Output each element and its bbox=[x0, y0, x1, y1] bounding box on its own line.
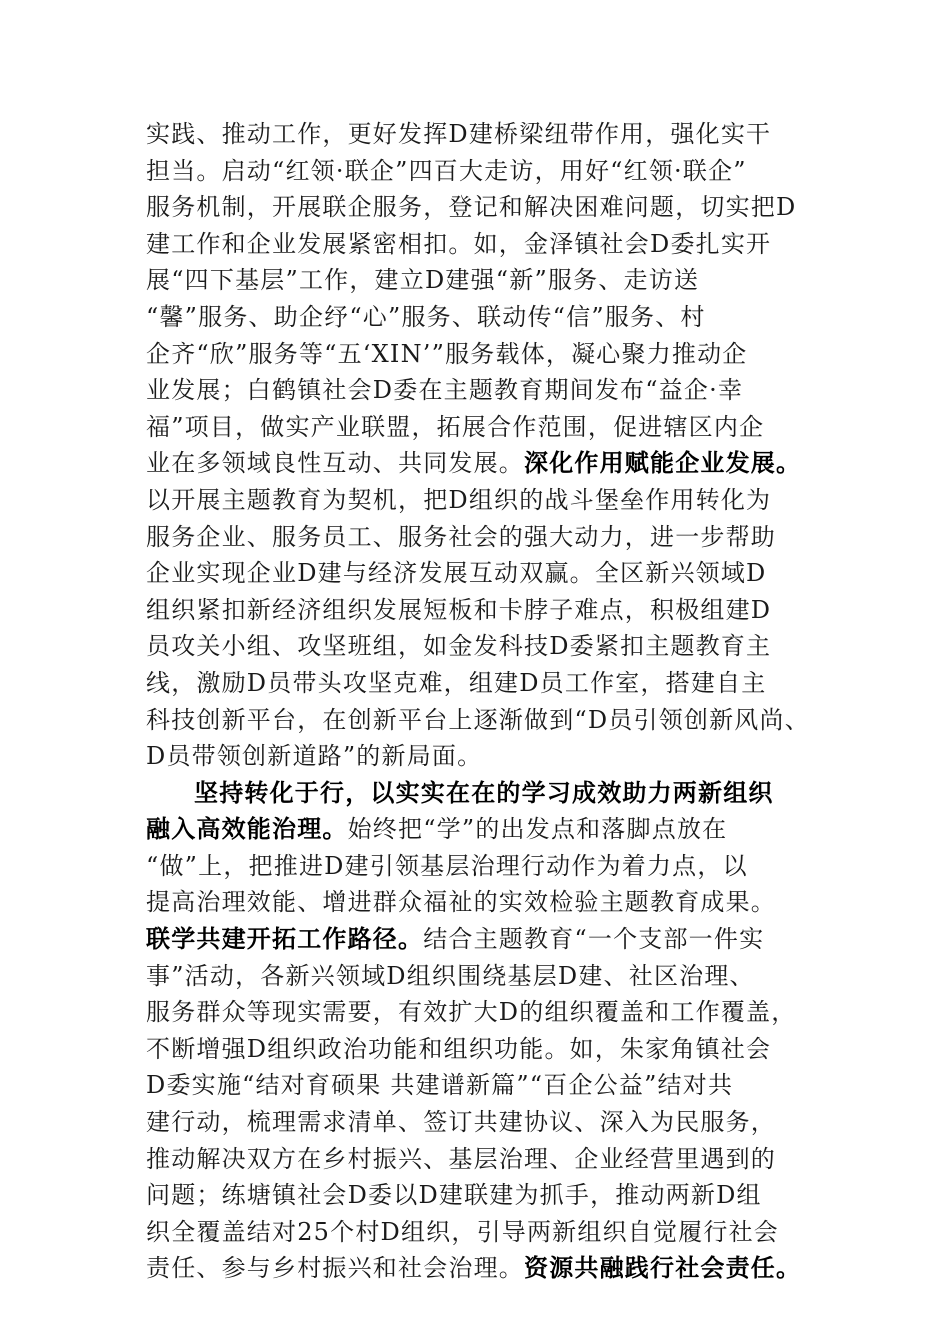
text-line bbox=[146, 372, 836, 409]
document-body bbox=[146, 116, 836, 1287]
text-line bbox=[146, 336, 836, 373]
text-line bbox=[146, 1031, 836, 1068]
body-text: “馨”服务、助企纾“心”服务、联动传“信”服务、村 bbox=[146, 302, 706, 331]
body-text: 业发展；白鹤镇社会D委在主题教育期间发布“益企·幸 bbox=[146, 376, 744, 405]
text-line bbox=[146, 555, 836, 592]
body-text: 事”活动，各新兴领域D组织围绕基层D建、社区治理、 bbox=[146, 961, 755, 990]
body-text: 服务群众等现实需要，有效扩大D的组织覆盖和工作覆盖， bbox=[146, 998, 797, 1027]
text-line bbox=[146, 445, 836, 482]
text-line bbox=[146, 116, 836, 153]
body-text: 业在多领域良性互动、共同发展。 bbox=[146, 449, 524, 478]
body-text: 建工作和企业发展紧密相扣。如，金泽镇社会D委扎实开 bbox=[146, 229, 772, 258]
body-text: 担当。启动“红领·联企”四百大走访，用好“红领·联企” bbox=[146, 156, 747, 185]
text-line bbox=[146, 1067, 836, 1104]
text-line bbox=[146, 299, 836, 336]
bold-heading-text: 深化作用赋能企业发展。 bbox=[524, 448, 802, 478]
text-line bbox=[146, 848, 836, 885]
body-text: 提高治理效能、增进群众福祉的实效检验主题教育成果。 bbox=[146, 888, 776, 917]
body-text: 织全覆盖结对25个村D组织，引导两新组织自觉履行社会 bbox=[146, 1217, 779, 1246]
text-line bbox=[146, 262, 836, 299]
text-line bbox=[146, 482, 836, 519]
body-text: 企齐“欣”服务等“五‘XIN’”服务载体，凝心聚力推动企 bbox=[146, 339, 748, 368]
body-text: D员带领创新道路”的新局面。 bbox=[146, 742, 483, 771]
text-line bbox=[146, 702, 836, 739]
body-text: 推动解决双方在乡村振兴、基层治理、企业经营里遇到的 bbox=[146, 1144, 776, 1173]
text-line bbox=[146, 738, 836, 775]
body-text: 不断增强D组织政治功能和组织功能。如，朱家角镇社会 bbox=[146, 1034, 772, 1063]
text-line bbox=[146, 1141, 836, 1178]
body-text: 福”项目，做实产业联盟，拓展合作范围，促进辖区内企 bbox=[146, 412, 765, 441]
text-line bbox=[146, 1177, 836, 1214]
text-line bbox=[146, 409, 836, 446]
bold-heading-text: 融入高效能治理。 bbox=[146, 814, 348, 844]
text-line bbox=[146, 884, 836, 921]
body-text: 展“四下基层”工作，建立D建强“新”服务、走访送 bbox=[146, 266, 700, 295]
text-line bbox=[146, 958, 836, 995]
text-line bbox=[146, 628, 836, 665]
body-text: 服务企业、服务员工、服务社会的强大动力，进一步帮助 bbox=[146, 522, 776, 551]
body-text: 科技创新平台，在创新平台上逐渐做到“D员引领创新风尚、 bbox=[146, 705, 810, 734]
text-line bbox=[146, 592, 836, 629]
text-line bbox=[146, 665, 836, 702]
body-text: 组织紧扣新经济组织发展短板和卡脖子难点，积极组建D bbox=[146, 595, 772, 624]
body-text: 企业实现企业D建与经济发展互动双赢。全区新兴领域D bbox=[146, 559, 767, 588]
body-text: 问题；练塘镇社会D委以D建联建为抓手，推动两新D组 bbox=[146, 1181, 762, 1210]
body-text: “做”上，把推进D建引领基层治理行动作为着力点，以 bbox=[146, 851, 748, 880]
text-line bbox=[146, 226, 836, 263]
body-text: D委实施“结对育硕果 共建谱新篇”“百企公益”结对共 bbox=[146, 1071, 734, 1100]
text-line bbox=[146, 775, 836, 812]
body-text: 实践、推动工作，更好发挥D建桥梁纽带作用，强化实干 bbox=[146, 120, 772, 148]
body-text: 建行动，梳理需求清单、签订共建协议、深入为民服务， bbox=[146, 1108, 776, 1137]
text-line bbox=[146, 519, 836, 556]
text-line bbox=[146, 921, 836, 958]
text-line bbox=[146, 153, 836, 190]
text-line bbox=[146, 811, 836, 848]
bold-heading-text: 资源共融践行社会责任。 bbox=[524, 1253, 802, 1283]
body-text: 线，激励D员带头攻坚克难，组建D员工作室，搭建自主 bbox=[146, 668, 767, 697]
text-line bbox=[146, 1104, 836, 1141]
body-text: 责任、参与乡村振兴和社会治理。 bbox=[146, 1254, 524, 1283]
body-text: 以开展主题教育为契机，把D组织的战斗堡垒作用转化为 bbox=[146, 485, 772, 514]
text-line bbox=[146, 994, 836, 1031]
body-text: 员攻关小组、攻坚班组，如金发科技D委紧扣主题教育主 bbox=[146, 632, 772, 661]
text-line bbox=[146, 1214, 836, 1251]
bold-heading-text: 坚持转化于行，以实实在在的学习成效助力两新组织 bbox=[194, 777, 774, 807]
body-text: 结合主题教育“一个支部一件实 bbox=[423, 925, 765, 954]
bold-heading-text: 联学共建开拓工作路径。 bbox=[146, 924, 424, 954]
text-line bbox=[146, 1250, 836, 1287]
text-line bbox=[146, 189, 836, 226]
body-text: 服务机制，开展联企服务，登记和解决困难问题，切实把D bbox=[146, 193, 797, 222]
body-text: 始终把“学”的出发点和落脚点放在 bbox=[347, 815, 728, 844]
